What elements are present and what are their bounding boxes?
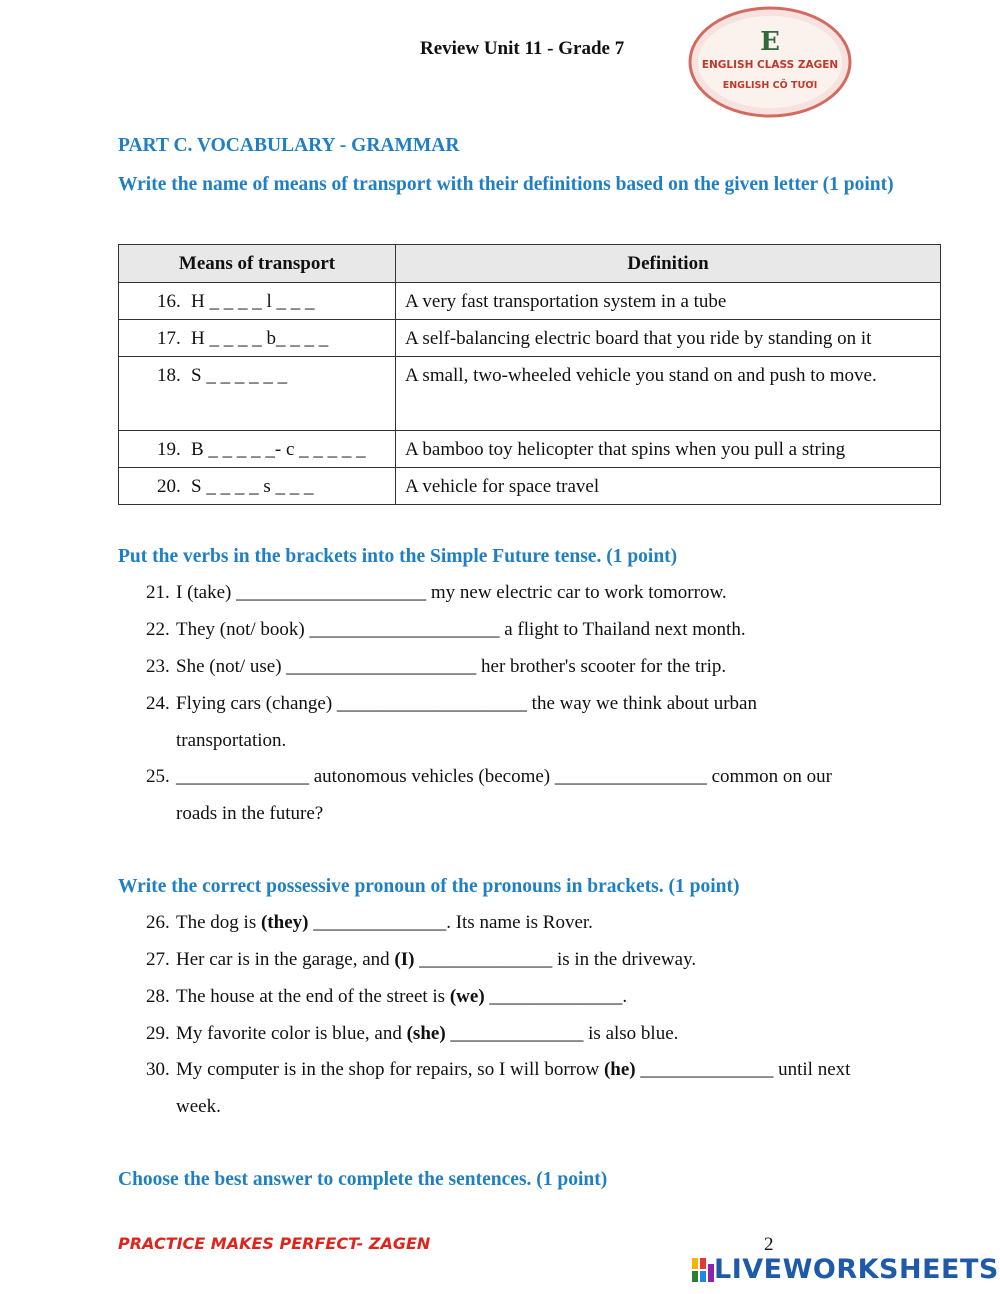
svg-text:E: E	[760, 27, 780, 57]
definition: A very fast transportation system in a tube	[396, 283, 941, 320]
section-heading-simple-future: Put the verbs in the brackets into the Simple Future tense. (1 point)	[118, 546, 678, 567]
question-item[interactable]	[146, 685, 946, 759]
liveworksheets-icon	[692, 1258, 714, 1282]
question-item[interactable]	[146, 758, 946, 832]
page-number: 2	[764, 1234, 774, 1255]
table-row	[119, 320, 941, 357]
svg-text:ENGLISH CLASS ZAGEN: ENGLISH CLASS ZAGEN	[701, 59, 839, 71]
item-number: 18.	[157, 365, 181, 386]
question-text: ______________ autonomous vehicles (become) ________________ common on our	[176, 766, 832, 787]
item-number: 19.	[157, 439, 181, 460]
question-text-continued: transportation.	[176, 730, 287, 751]
pronoun-hint: (they)	[260, 912, 309, 933]
table-row	[119, 283, 941, 320]
table-row	[119, 431, 941, 468]
question-number: 21.	[146, 582, 170, 603]
question-item[interactable]	[146, 978, 946, 1015]
word-blank[interactable]: H _ _ _ _ l _ _ _	[191, 291, 315, 312]
definition: A vehicle for space travel	[396, 468, 941, 505]
word-blank[interactable]: H _ _ _ _ b_ _ _ _	[191, 328, 329, 349]
question-item[interactable]	[146, 648, 946, 685]
question-text: Her car is in the garage, and	[176, 949, 395, 970]
definition: A bamboo toy helicopter that spins when you pull a string	[396, 431, 941, 468]
question-number: 25.	[146, 766, 170, 787]
question-text: Flying cars (change) ____________________ the way we think about urban	[176, 693, 757, 714]
question-text: I (take) ____________________ my new electric car to work tomorrow.	[176, 582, 727, 603]
table-row	[119, 468, 941, 505]
part-title: PART C. VOCABULARY - GRAMMAR	[118, 135, 460, 156]
question-text-continued: week.	[176, 1096, 221, 1117]
table-header-row	[119, 245, 941, 283]
page-title: Review Unit 11 - Grade 7	[420, 38, 625, 59]
question-number: 27.	[146, 949, 170, 970]
class-logo	[688, 6, 852, 118]
question-text: ______________.	[484, 986, 628, 1007]
item-number: 20.	[157, 476, 181, 497]
section-heading-possessive: Write the correct possessive pronoun of the pronouns in brackets. (1 point)	[118, 876, 740, 897]
liveworksheets-wordmark: LIVEWORKSHEETS	[714, 1254, 999, 1285]
pronoun-hint: (she)	[406, 1023, 446, 1044]
question-number: 30.	[146, 1059, 170, 1080]
pronoun-hint: (I)	[394, 949, 415, 970]
question-item[interactable]	[146, 611, 946, 648]
question-number: 23.	[146, 656, 170, 677]
question-text: ______________. Its name is Rover.	[308, 912, 593, 933]
question-number: 26.	[146, 912, 170, 933]
question-text: My favorite color is blue, and	[176, 1023, 407, 1044]
word-blank[interactable]: S _ _ _ _ _ _	[191, 365, 288, 386]
item-number: 16.	[157, 291, 181, 312]
column-header-definition: Definition	[396, 245, 941, 283]
question-text: She (not/ use) ____________________ her brother's scooter for the trip.	[176, 656, 727, 677]
liveworksheets-logo[interactable]	[692, 1254, 999, 1285]
question-text: ______________ is in the driveway.	[414, 949, 697, 970]
definition: A self-balancing electric board that you ride by standing on it	[396, 320, 941, 357]
pronoun-hint: (he)	[603, 1059, 636, 1080]
question-text: ______________ is also blue.	[445, 1023, 679, 1044]
column-header-means: Means of transport	[119, 245, 396, 283]
word-blank[interactable]: B _ _ _ _ _- c _ _ _ _ _	[191, 439, 366, 460]
question-text: The house at the end of the street is	[176, 986, 450, 1007]
table-row	[119, 357, 941, 431]
question-text-continued: roads in the future?	[176, 803, 324, 824]
item-number: 17.	[157, 328, 181, 349]
question-text: My computer is in the shop for repairs, so I will borrow	[176, 1059, 604, 1080]
question-item[interactable]	[146, 1051, 946, 1125]
question-item[interactable]	[146, 904, 946, 941]
section-heading-multiple-choice: Choose the best answer to complete the sentences. (1 point)	[118, 1169, 608, 1190]
footer-motto: PRACTICE MAKES PERFECT- ZAGEN	[118, 1234, 431, 1253]
question-item[interactable]	[146, 574, 946, 611]
pronoun-hint: (we)	[449, 986, 485, 1007]
question-number: 24.	[146, 693, 170, 714]
word-blank[interactable]: S _ _ _ _ s _ _ _	[191, 476, 314, 497]
question-number: 22.	[146, 619, 170, 640]
question-number: 28.	[146, 986, 170, 1007]
question-text: They (not/ book) ____________________ a flight to Thailand next month.	[176, 619, 746, 640]
question-number: 29.	[146, 1023, 170, 1044]
question-item[interactable]	[146, 941, 946, 978]
vocabulary-table	[118, 244, 941, 505]
question-text: The dog is	[176, 912, 261, 933]
definition: A small, two-wheeled vehicle you stand on and push to move.	[396, 357, 941, 431]
question-text: ______________ until next	[635, 1059, 851, 1080]
svg-text:ENGLISH CÔ TƯƠI: ENGLISH CÔ TƯƠI	[722, 80, 818, 91]
question-item[interactable]	[146, 1015, 946, 1052]
section-heading-vocabulary: Write the name of means of transport with their definitions based on the given letter (1 point)	[118, 174, 894, 195]
